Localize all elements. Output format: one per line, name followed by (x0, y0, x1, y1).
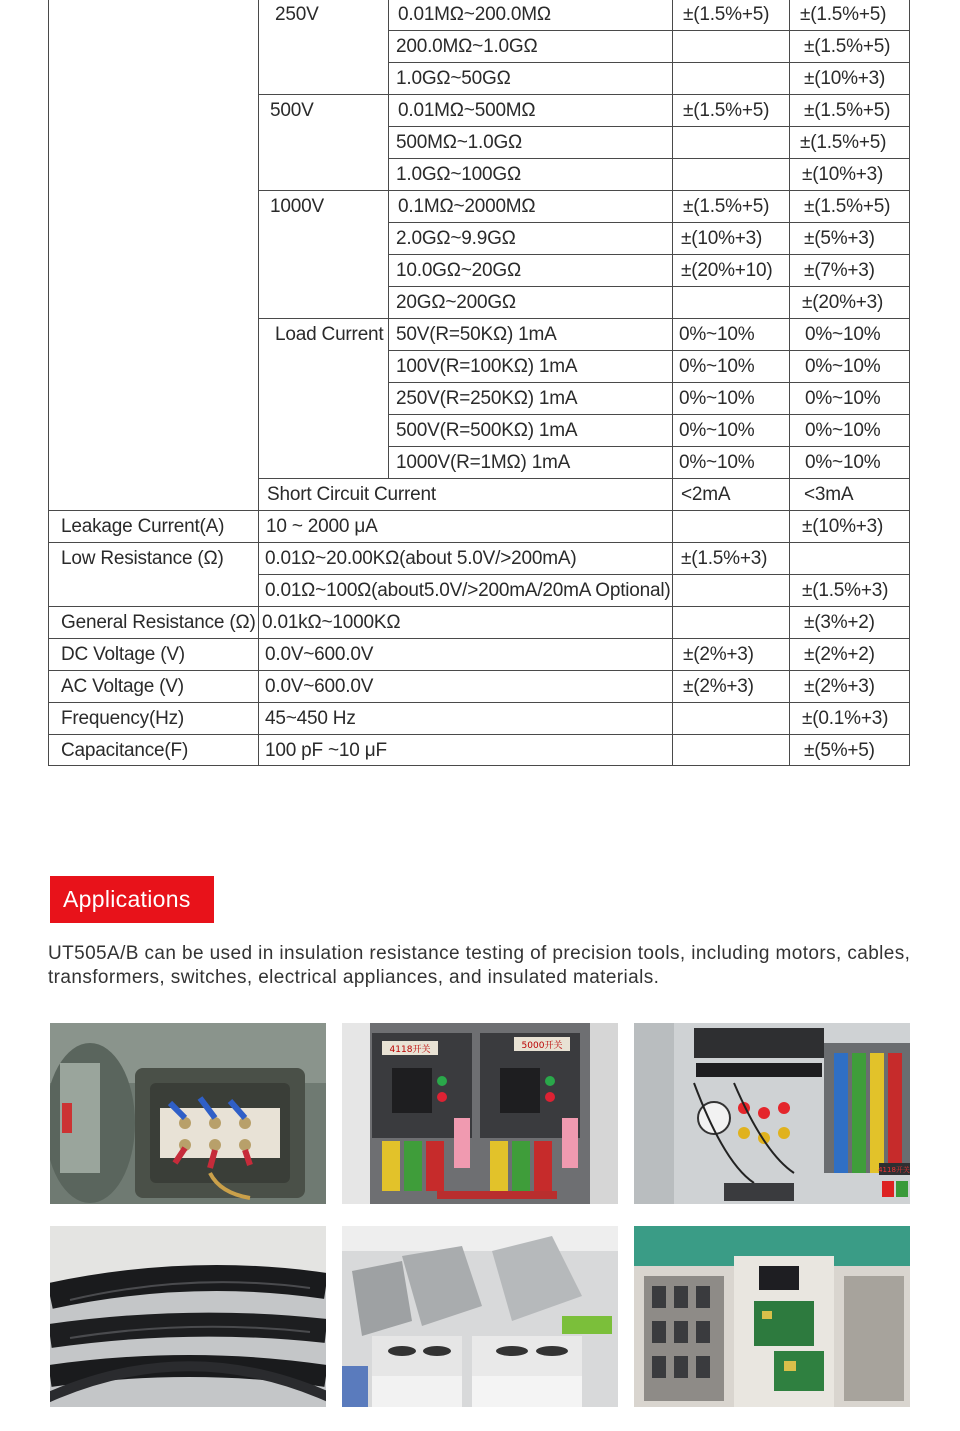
accuracy-b-cell: ±(10%+3) (804, 68, 886, 89)
accuracy-a-cell: ±(1.5%+5) (683, 4, 770, 25)
range-cell: 0.01MΩ~500MΩ (398, 100, 536, 121)
accuracy-b-cell: <3mA (804, 484, 854, 505)
range-cell: 0.1MΩ~2000MΩ (398, 196, 536, 217)
accuracy-a-cell: ±(1.5%+5) (683, 196, 770, 217)
accuracy-b-cell: 0%~10% (805, 420, 881, 441)
function-label: Leakage Current(A) (61, 516, 225, 537)
accuracy-b-cell: ±(10%+3) (802, 164, 884, 185)
range-cell: 100 pF ~10 μF (265, 740, 387, 761)
circuit-breaker-illustration (342, 1023, 618, 1204)
short-circuit-label: Short Circuit Current (267, 484, 436, 505)
column-divider (672, 0, 673, 766)
accuracy-b-cell: 0%~10% (805, 452, 881, 473)
accuracy-b-cell: ±(2%+3) (804, 676, 875, 697)
range-cell: 0.0V~600.0V (265, 676, 374, 697)
accuracy-a-cell: 0%~10% (679, 452, 755, 473)
test-voltage-label: 250V (275, 4, 319, 25)
accuracy-a-cell: ±(2%+3) (683, 676, 754, 697)
accuracy-b-cell: ±(5%+5) (804, 740, 875, 761)
range-cell: 2.0GΩ~9.9GΩ (396, 228, 516, 249)
range-cell: 200.0MΩ~1.0GΩ (396, 36, 538, 57)
test-voltage-label: 1000V (270, 196, 324, 217)
appliance-illustration (342, 1226, 618, 1407)
switchgear-photo (634, 1023, 910, 1204)
load-current-label: Load Current (275, 324, 384, 345)
motor-terminal-photo (50, 1023, 326, 1204)
range-cell: 0.01kΩ~1000KΩ (262, 612, 401, 633)
range-cell: 0.0V~600.0V (265, 644, 374, 665)
accuracy-b-cell: ±(10%+3) (802, 516, 884, 537)
breaker-label-right: 5000开关 (521, 1041, 563, 1051)
cable-illustration (50, 1226, 326, 1407)
range-cell: 0.01MΩ~200.0MΩ (398, 4, 551, 25)
function-label: Capacitance(F) (61, 740, 189, 761)
table-left-border (48, 0, 49, 766)
range-cell: 500V(R=500KΩ) 1mA (396, 420, 578, 441)
range-cell: 0.01Ω~100Ω(about5.0V/>200mA/20mA Optional) (265, 580, 671, 601)
column-divider (388, 0, 389, 478)
accuracy-b-cell: 0%~10% (805, 388, 881, 409)
accuracy-b-cell: ±(20%+3) (802, 292, 884, 313)
breaker-label-left: 4118开关 (389, 1045, 431, 1055)
control-board-photo (634, 1226, 910, 1407)
range-cell: 100V(R=100KΩ) 1mA (396, 356, 578, 377)
range-cell: 0.01Ω~20.00KΩ(about 5.0V/>200mA) (265, 548, 577, 569)
accuracy-b-cell: ±(5%+3) (804, 228, 875, 249)
column-divider (789, 0, 790, 766)
range-cell: 1000V(R=1MΩ) 1mA (396, 452, 571, 473)
function-label: General Resistance (Ω) (61, 612, 256, 633)
test-voltage-label: 500V (270, 100, 314, 121)
accuracy-b-cell: ±(0.1%+3) (802, 708, 889, 729)
switchgear-illustration (634, 1023, 910, 1204)
range-cell: 500MΩ~1.0GΩ (396, 132, 523, 153)
range-cell: 20GΩ~200GΩ (396, 292, 516, 313)
function-label: Frequency(Hz) (61, 708, 185, 729)
range-cell: 10.0GΩ~20GΩ (396, 260, 521, 281)
function-label: AC Voltage (V) (61, 676, 184, 697)
accuracy-a-cell: 0%~10% (679, 356, 755, 377)
range-cell: 50V(R=50KΩ) 1mA (396, 324, 557, 345)
control-board-illustration (634, 1226, 910, 1407)
accuracy-b-cell: ±(3%+2) (804, 612, 875, 633)
column-divider (258, 0, 259, 766)
appliance-photo (342, 1226, 618, 1407)
spec-table (48, 0, 910, 766)
accuracy-b-cell: ±(1.5%+3) (802, 580, 889, 601)
accuracy-b-cell: ±(1.5%+5) (800, 4, 887, 25)
accuracy-a-cell: 0%~10% (679, 324, 755, 345)
accuracy-a-cell: ±(10%+3) (681, 228, 763, 249)
accuracy-a-cell: ±(1.5%+3) (681, 548, 768, 569)
applications-title: Applications (50, 876, 214, 923)
accuracy-a-cell: ±(1.5%+5) (683, 100, 770, 121)
accuracy-b-cell: ±(1.5%+5) (804, 196, 891, 217)
accuracy-b-cell: 0%~10% (805, 356, 881, 377)
accuracy-b-cell: ±(1.5%+5) (804, 36, 891, 57)
accuracy-b-cell: ±(7%+3) (804, 260, 875, 281)
range-cell: 45~450 Hz (265, 708, 356, 729)
table-right-border (909, 0, 910, 766)
motor-terminal-illustration (50, 1023, 326, 1204)
applications-description: UT505A/B can be used in insulation resistance testing of precision tools, including motors, cables, transformers, switches, electrical appliances, and insulated materials. (48, 943, 911, 988)
range-cell: 250V(R=250KΩ) 1mA (396, 388, 578, 409)
range-cell: 1.0GΩ~50GΩ (396, 68, 511, 89)
accuracy-b-cell: ±(2%+2) (804, 644, 875, 665)
accuracy-a-cell: 0%~10% (679, 420, 755, 441)
accuracy-a-cell: 0%~10% (679, 388, 755, 409)
range-cell: 1.0GΩ~100GΩ (396, 164, 521, 185)
function-label: DC Voltage (V) (61, 644, 185, 665)
cable-photo (50, 1226, 326, 1407)
accuracy-b-cell: ±(1.5%+5) (800, 132, 887, 153)
accuracy-a-cell: <2mA (681, 484, 731, 505)
range-cell: 10 ~ 2000 μA (266, 516, 378, 537)
accuracy-a-cell: ±(20%+10) (681, 260, 773, 281)
accuracy-b-cell: ±(1.5%+5) (804, 100, 891, 121)
panel-tag-label: 4118开关 (878, 1166, 910, 1174)
function-label: Low Resistance (Ω) (61, 548, 224, 569)
circuit-breaker-photo (342, 1023, 618, 1204)
accuracy-a-cell: ±(2%+3) (683, 644, 754, 665)
accuracy-b-cell: 0%~10% (805, 324, 881, 345)
